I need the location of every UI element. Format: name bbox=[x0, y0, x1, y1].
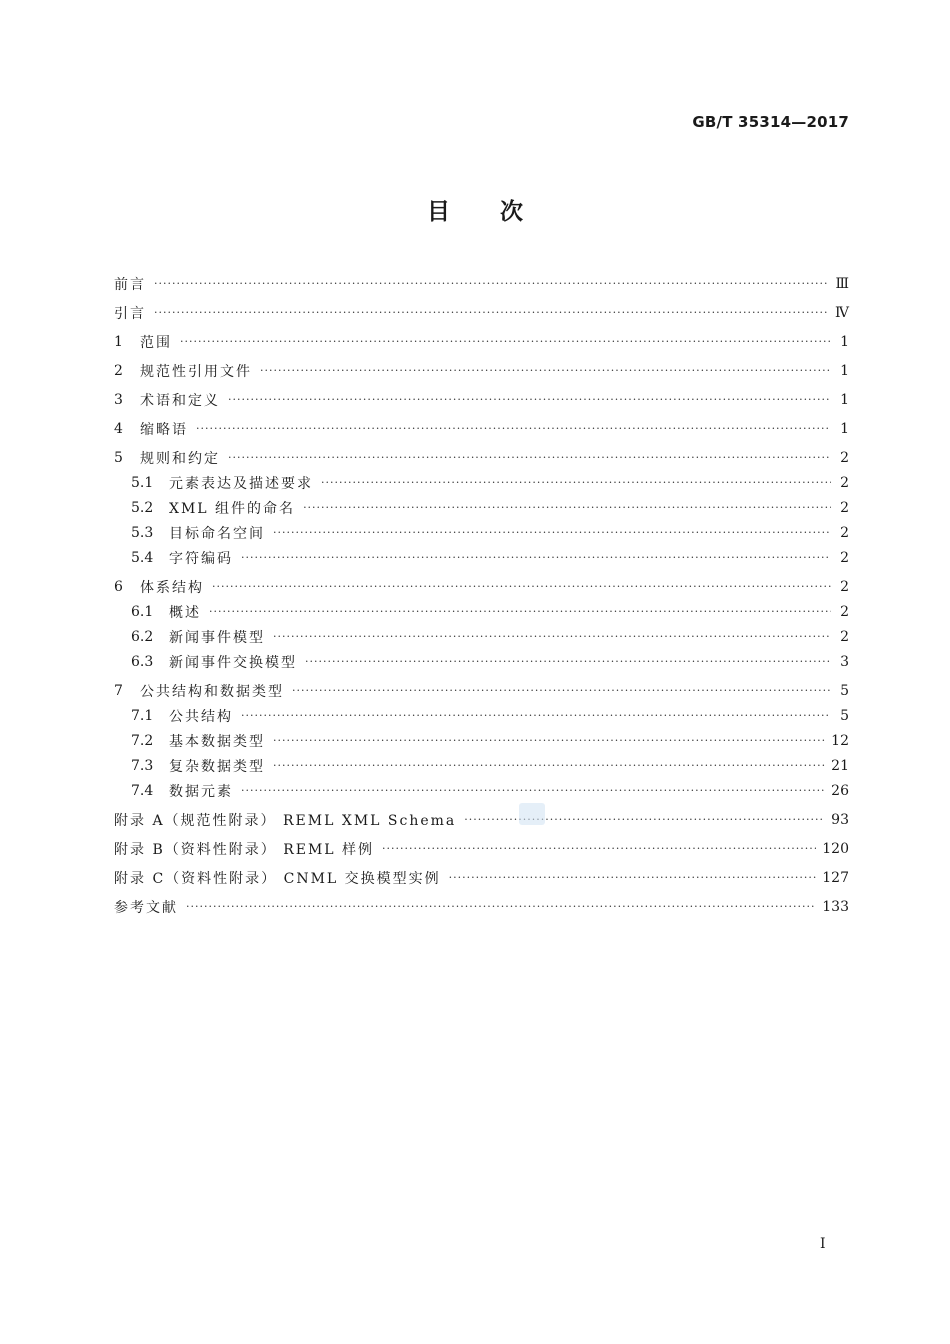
toc-entry-bibliography[interactable] bbox=[114, 896, 849, 918]
dot-leader bbox=[212, 576, 831, 598]
dot-leader bbox=[449, 867, 817, 889]
toc-entry-page: Ⅳ bbox=[835, 305, 849, 321]
standard-number: GB/T 35314—2017 bbox=[692, 113, 849, 131]
toc-entry-page: 5 bbox=[840, 683, 849, 699]
toc-entry-number: 7 bbox=[114, 683, 123, 699]
toc-entry-7-4[interactable] bbox=[131, 780, 849, 802]
toc-entry-label: 附录 A（规范性附录） REML XML Schema bbox=[114, 813, 457, 829]
toc-entry-page: 2 bbox=[840, 500, 849, 516]
toc-entry-2[interactable] bbox=[114, 360, 849, 382]
toc-entry-annex-a[interactable] bbox=[114, 809, 849, 831]
toc-entry-annex-c[interactable] bbox=[114, 867, 849, 889]
toc-entry-number: 7.2 bbox=[131, 733, 154, 749]
toc-entry-number: 5.2 bbox=[131, 500, 154, 516]
toc-entry-number: 7.1 bbox=[131, 708, 154, 724]
toc-entry-label: 规范性引用文件 bbox=[140, 364, 252, 380]
dot-leader bbox=[228, 389, 831, 411]
toc-entry-number: 6.2 bbox=[131, 629, 154, 645]
dot-leader bbox=[273, 755, 825, 777]
toc-entry-page: 1 bbox=[840, 334, 849, 350]
toc-entry-number: 5.4 bbox=[131, 550, 154, 566]
toc-entry-page: 2 bbox=[840, 525, 849, 541]
toc-entry-label: 范围 bbox=[140, 335, 172, 351]
dot-leader bbox=[305, 651, 831, 673]
toc-entry-foreword[interactable] bbox=[114, 273, 849, 295]
toc-entry-page: 5 bbox=[840, 708, 849, 724]
toc-entry-page: 133 bbox=[822, 899, 849, 915]
toc-entry-label: 概述 bbox=[169, 605, 201, 621]
page-title: 目次 bbox=[427, 199, 573, 225]
dot-leader bbox=[196, 418, 831, 440]
toc-entry-label: 附录 C（资料性附录） CNML 交换模型实例 bbox=[114, 871, 441, 887]
toc-entry-5[interactable] bbox=[114, 447, 849, 469]
toc-entry-label: 元素表达及描述要求 bbox=[169, 476, 313, 492]
toc-entry-7-3[interactable] bbox=[131, 755, 849, 777]
toc-entry-5-3[interactable] bbox=[131, 522, 849, 544]
toc-entry-page: 2 bbox=[840, 550, 849, 566]
toc-entry-number: 5.3 bbox=[131, 525, 154, 541]
toc-entry-6-3[interactable] bbox=[131, 651, 849, 673]
toc-entry-label: 字符编码 bbox=[169, 551, 233, 567]
toc-entry-number: 7.4 bbox=[131, 783, 154, 799]
dot-leader bbox=[209, 601, 831, 623]
toc-entry-6[interactable] bbox=[114, 576, 849, 598]
toc-entry-label: 参考文献 bbox=[114, 900, 178, 916]
toc-entry-number: 3 bbox=[114, 392, 123, 408]
toc-entry-label: 公共结构和数据类型 bbox=[140, 684, 284, 700]
dot-leader bbox=[292, 680, 831, 702]
toc-entry-7[interactable] bbox=[114, 680, 849, 702]
toc-entry-annex-b[interactable] bbox=[114, 838, 849, 860]
toc-entry-label: 规则和约定 bbox=[140, 451, 220, 467]
toc-entry-page: 26 bbox=[831, 783, 849, 799]
toc-entry-6-2[interactable] bbox=[131, 626, 849, 648]
toc-entry-label: XML 组件的命名 bbox=[169, 501, 296, 517]
toc-entry-page: 21 bbox=[831, 758, 849, 774]
dot-leader bbox=[382, 838, 816, 860]
toc-entry-label: 缩略语 bbox=[140, 422, 188, 438]
toc-entry-label: 新闻事件模型 bbox=[169, 630, 265, 646]
toc-entry-number: 4 bbox=[114, 421, 123, 437]
toc-entry-5-4[interactable] bbox=[131, 547, 849, 569]
page-number: I bbox=[820, 1236, 826, 1252]
toc-entry-label: 目标命名空间 bbox=[169, 526, 265, 542]
toc-entry-introduction[interactable] bbox=[114, 302, 849, 324]
toc-entry-number: 6.3 bbox=[131, 654, 154, 670]
dot-leader bbox=[180, 331, 831, 353]
toc-entry-7-2[interactable] bbox=[131, 730, 849, 752]
dot-leader bbox=[154, 273, 829, 295]
toc-entry-page: 12 bbox=[831, 733, 849, 749]
toc-entry-page: 2 bbox=[840, 450, 849, 466]
toc-entry-label: 公共结构 bbox=[169, 709, 233, 725]
toc-entry-label: 前言 bbox=[114, 277, 146, 293]
toc-entry-5-2[interactable] bbox=[131, 497, 849, 519]
toc-entry-1[interactable] bbox=[114, 331, 849, 353]
dot-leader bbox=[273, 522, 831, 544]
toc-entry-page: 2 bbox=[840, 475, 849, 491]
toc-entry-3[interactable] bbox=[114, 389, 849, 411]
toc-entry-page: Ⅲ bbox=[835, 276, 849, 292]
dot-leader bbox=[260, 360, 831, 382]
toc-entry-page: 1 bbox=[840, 392, 849, 408]
toc-entry-label: 新闻事件交换模型 bbox=[169, 655, 297, 671]
dot-leader bbox=[186, 896, 816, 918]
toc-entry-page: 93 bbox=[831, 812, 849, 828]
dot-leader bbox=[228, 447, 831, 469]
toc-entry-6-1[interactable] bbox=[131, 601, 849, 623]
toc-entry-page: 1 bbox=[840, 363, 849, 379]
toc-entry-number: 5 bbox=[114, 450, 123, 466]
watermark-mark bbox=[519, 803, 545, 825]
dot-leader bbox=[321, 472, 831, 494]
toc-entry-number: 2 bbox=[114, 363, 123, 379]
toc-entry-label: 术语和定义 bbox=[140, 393, 220, 409]
dot-leader bbox=[273, 626, 831, 648]
toc-entry-label: 引言 bbox=[114, 306, 146, 322]
toc-entry-label: 基本数据类型 bbox=[169, 734, 265, 750]
toc-entry-number: 7.3 bbox=[131, 758, 154, 774]
dot-leader bbox=[273, 730, 825, 752]
toc-entry-label: 附录 B（资料性附录） REML 样例 bbox=[114, 842, 375, 858]
toc-entry-7-1[interactable] bbox=[131, 705, 849, 727]
toc-entry-page: 2 bbox=[840, 629, 849, 645]
dot-leader bbox=[241, 780, 825, 802]
toc-entry-page: 120 bbox=[822, 841, 849, 857]
toc-entry-label: 复杂数据类型 bbox=[169, 759, 265, 775]
dot-leader bbox=[241, 705, 831, 727]
toc-entry-label: 数据元素 bbox=[169, 784, 233, 800]
toc-entry-number: 5.1 bbox=[131, 475, 154, 491]
dot-leader bbox=[303, 497, 831, 519]
toc-entry-number: 1 bbox=[114, 334, 123, 350]
toc-entry-label: 体系结构 bbox=[140, 580, 204, 596]
toc-entry-page: 2 bbox=[840, 579, 849, 595]
toc-entry-5-1[interactable] bbox=[131, 472, 849, 494]
toc-entry-number: 6.1 bbox=[131, 604, 154, 620]
toc-entry-page: 3 bbox=[840, 654, 849, 670]
dot-leader bbox=[241, 547, 831, 569]
toc-entry-number: 6 bbox=[114, 579, 123, 595]
toc-entry-page: 127 bbox=[822, 870, 849, 886]
toc-entry-4[interactable] bbox=[114, 418, 849, 440]
toc-entry-page: 1 bbox=[840, 421, 849, 437]
toc-entry-page: 2 bbox=[840, 604, 849, 620]
dot-leader bbox=[154, 302, 829, 324]
